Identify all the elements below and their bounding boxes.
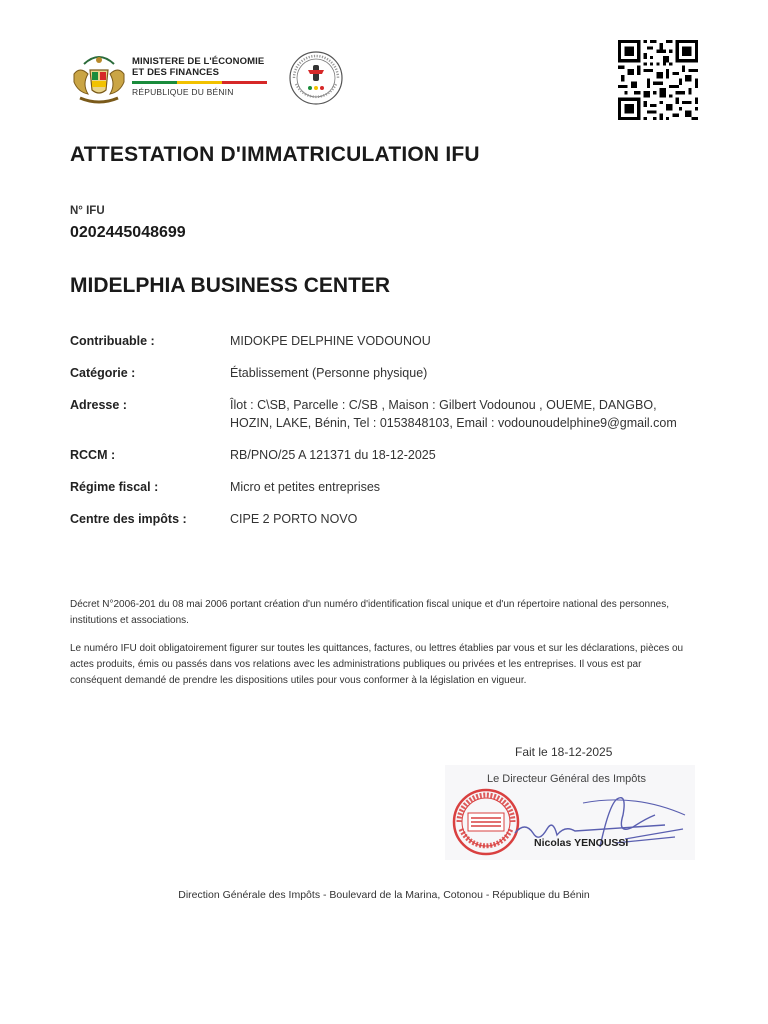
ifu-number: 0202445048699: [70, 224, 186, 241]
document-title: ATTESTATION D'IMMATRICULATION IFU: [70, 143, 480, 166]
detail-row-centre-impots: [70, 510, 690, 528]
detail-row-regime-fiscal: [70, 478, 690, 496]
director-name: Nicolas YENOUSSI: [534, 837, 629, 849]
qr-code-icon: [618, 40, 698, 120]
detail-value: Établissement (Personne physique): [230, 366, 428, 380]
detail-label: Adresse :: [70, 398, 127, 412]
coat-of-arms-icon: [70, 52, 128, 108]
detail-label: Catégorie :: [70, 366, 136, 380]
taxpayer-details: [70, 332, 690, 542]
decree-text: Décret N°2006-201 du 08 mai 2006 portant création d'un numéro d'identification fiscal unique et d'un répertoire national des personnes, institutions et associations.: [70, 599, 669, 626]
detail-label: Régime fiscal :: [70, 480, 159, 494]
ministry-name-line2: ET DES FINANCES: [132, 67, 220, 78]
detail-value: Micro et petites entreprises: [230, 480, 381, 494]
flag-bar: [132, 81, 267, 84]
detail-row-categorie: [70, 364, 690, 382]
legal-notice: Le numéro IFU doit obligatoirement figurer sur toutes les quittances, factures, ou lettres établies par vous et sur les déclarations, pièces ou actes produits, émis ou passés dans vos relations avec les administrations publiques ou privées et les entreprises. Il vous est par conséquent demandé de prendre les dispositions utiles pour vous conformer à la législation en vigueur.: [70, 643, 684, 686]
country-name: RÉPUBLIQUE DU BÉNIN: [132, 87, 234, 97]
detail-label: Contribuable :: [70, 334, 155, 348]
ministry-block: [132, 56, 282, 97]
ifu-label: N° IFU: [70, 205, 105, 217]
document-header: [70, 44, 700, 124]
company-name: MIDELPHIA BUSINESS CENTER: [70, 274, 391, 297]
detail-value: CIPE 2 PORTO NOVO: [230, 512, 358, 526]
detail-value: MIDOKPE DELPHINE VODOUNOU: [230, 334, 431, 348]
ministry-name-line1: MINISTERE DE L'ÉCONOMIE: [132, 56, 265, 67]
detail-label: RCCM :: [70, 448, 116, 462]
detail-value: RB/PNO/25 A 121371 du 18-12-2025: [230, 448, 436, 462]
footer-address: Direction Générale des Impôts - Boulevard de la Marina, Cotonou - République du Bénin: [178, 889, 590, 901]
issue-date: Fait le 18-12-2025: [515, 745, 613, 759]
director-title: Le Directeur Général des Impôts: [487, 773, 646, 785]
detail-row-rccm: [70, 446, 690, 464]
detail-label: Centre des impôts :: [70, 512, 187, 526]
signature-block: [445, 765, 695, 860]
detail-row-contribuable: [70, 332, 690, 350]
detail-value: Îlot : C\SB, Parcelle : C/SB , Maison : Gilbert Vodounou , OUEME, DANGBO, HOZIN, LAKE, Bénin, Tel : 0153848103, Email : vodounoudelphine9@gmail.com: [230, 398, 677, 430]
detail-row-adresse: [70, 396, 690, 432]
dgi-seal-icon: [288, 50, 344, 106]
